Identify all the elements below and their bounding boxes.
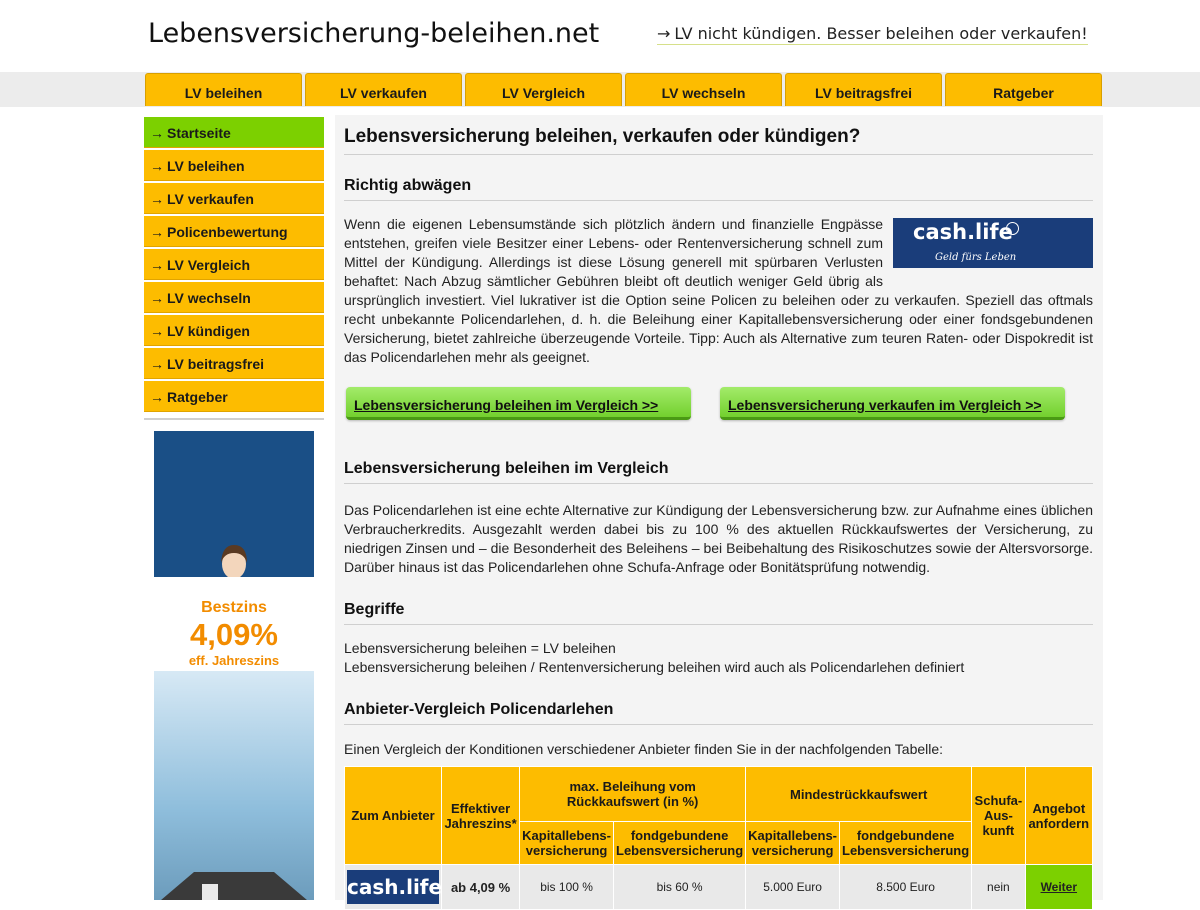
- offer-link[interactable]: Weiter: [1026, 865, 1092, 909]
- sidebar-item-policenbewertung[interactable]: [144, 216, 324, 249]
- sidebar: [144, 117, 324, 420]
- topnav-tab-lv-verkaufen[interactable]: LV verkaufen: [305, 73, 462, 106]
- arrow-right-icon: →: [150, 323, 164, 339]
- column-header: max. Beleihung vom Rückkaufswert (in %): [520, 767, 745, 821]
- sidebar-item-lv-verkaufen[interactable]: [144, 183, 324, 216]
- column-header: Kapitallebens-versicherung: [520, 822, 613, 864]
- column-header: fondgebundene Lebensversicherung: [840, 822, 971, 864]
- section-title-richtig-abwaegen: Richtig abwägen: [344, 177, 1093, 201]
- table-cell: bis 100 %: [520, 865, 613, 909]
- compare-beleihen-button[interactable]: Lebensversicherung beleihen im Vergleich >>: [346, 387, 691, 420]
- sidebar-item-lv-kuendigen[interactable]: [144, 315, 324, 348]
- tagline-link[interactable]: [657, 24, 1088, 45]
- arrow-right-icon: →: [657, 24, 671, 43]
- column-header: Mindestrückkaufswert: [746, 767, 971, 821]
- table-cell: nein: [972, 865, 1024, 909]
- beleihen-paragraph: Das Policendarlehen ist eine echte Alternative zur Kündigung der Lebensversicherung bzw. zur Aufnahme eines üblichen Verbraucherkredits. Ausgezahlt werden dabei bis zu 100 % des aktuellen Rückkaufswertes der Versicherung, zu niedrigen Zinsen und – die Besonderheit des Beleihens – bei Beibehaltung des Risikoschutzes sowie der Altersvorsorge. Darüber hinaus ist das Policendarlehen ohne Schufa-Anfrage oder Bonitätsprüfung notwendig.: [344, 502, 1093, 575]
- compare-verkaufen-button[interactable]: Lebensversicherung verkaufen im Vergleich >>: [720, 387, 1065, 420]
- ad-headline: Bestzins: [201, 599, 267, 616]
- column-header: Angebot anfordern: [1026, 767, 1092, 864]
- sidebar-item-lv-vergleich[interactable]: [144, 249, 324, 282]
- definition-line: Lebensversicherung beleihen = LV beleihen: [344, 640, 616, 656]
- table-cell: 5.000 Euro: [746, 865, 839, 909]
- sidebar-item-label: Ratgeber: [167, 389, 228, 405]
- topnav-tab-lv-beitragsfrei[interactable]: LV beitragsfrei: [785, 73, 942, 106]
- table-intro: Einen Vergleich der Konditionen verschiedener Anbieter finden Sie in der nachfolgenden Tabelle:: [344, 741, 944, 757]
- column-header: Schufa-Aus-kunft: [972, 767, 1024, 864]
- topnav-tab-ratgeber[interactable]: Ratgeber: [945, 73, 1102, 106]
- column-header: Effektiver Jahreszins*: [442, 767, 519, 864]
- house-roof-illustration: [154, 866, 314, 900]
- column-header: fondgebundene Lebensversicherung: [614, 822, 745, 864]
- section-title-begriffe: Begriffe: [344, 601, 1093, 625]
- sidebar-item-label: LV kündigen: [167, 323, 250, 339]
- sidebar-item-lv-wechseln[interactable]: [144, 282, 324, 315]
- arrow-right-icon: →: [150, 389, 164, 405]
- arrow-right-icon: →: [150, 290, 164, 306]
- section-title-anbieter-vergleich: Anbieter-Vergleich Policendarlehen: [344, 701, 1093, 725]
- ad-rate: 4,09%: [190, 617, 278, 652]
- arrow-right-icon: →: [150, 158, 164, 174]
- arrow-right-icon: →: [150, 125, 164, 141]
- cashlife-logo: cash.life: [347, 870, 439, 904]
- arrow-right-icon: →: [150, 257, 164, 273]
- arrow-right-icon: →: [150, 356, 164, 372]
- topnav-tab-lv-wechseln[interactable]: LV wechseln: [625, 73, 782, 106]
- sidebar-item-startseite[interactable]: [144, 117, 324, 150]
- table-cell: bis 60 %: [614, 865, 745, 909]
- column-header: Kapitallebens-versicherung: [746, 822, 839, 864]
- column-header: Zum Anbieter: [345, 767, 441, 864]
- tagline-text: LV nicht kündigen. Besser beleihen oder verkaufen!: [674, 24, 1088, 43]
- sidebar-item-lv-beitragsfrei[interactable]: [144, 348, 324, 381]
- site-title[interactable]: Lebensversicherung-beleihen.net: [148, 18, 600, 49]
- table-cell: 8.500 Euro: [840, 865, 971, 909]
- sidebar-item-label: LV beitragsfrei: [167, 356, 264, 372]
- intro-text: Wenn die eigenen Lebensumstände sich plötzlich ändern und finanzielle Engpässe entstehen, greifen viele Besitzer einer Lebens- oder Rentenversicherung schnell zum Mittel der Kündigung. Allerdings ist diese Lösung generell mit spürbaren Verlusten behaftet: Nach Abzug sämtlicher Gebühren bleibt oft deutlich weniger Geld übrig als ursprünglich investiert. Viel lukrativer ist die Option seine Policen zu beleihen oder zu verkaufen. Speziell das oftmals recht unbekannte Policendarlehen, d. h. die Beleihung einer Kapitallebensversicherung oder einer fondsgebundenen Versicherung, bietet zahlreiche überzeugende Vorteile. Tipp: Auch als Alternative zum teuren Raten- oder Dispokredit ist das Policendarlehen mehr als geeignet.: [344, 216, 1093, 365]
- sidebar-item-label: LV beleihen: [167, 158, 245, 174]
- sidebar-ad-banner[interactable]: [154, 431, 314, 900]
- cashlife-logo-text: cash.life: [913, 220, 1013, 244]
- cashlife-logo[interactable]: [893, 218, 1093, 268]
- provider-comparison-table: [344, 766, 1093, 910]
- rate-cell: ab 4,09 %: [442, 865, 519, 909]
- sidebar-item-label: Startseite: [167, 125, 231, 141]
- sidebar-item-label: LV verkaufen: [167, 191, 254, 207]
- sidebar-item-label: LV wechseln: [167, 290, 251, 306]
- sidebar-item-lv-beleihen[interactable]: [144, 150, 324, 183]
- cashlife-logo-slogan: Geld fürs Leben: [935, 252, 1017, 263]
- main-content: [335, 115, 1103, 900]
- sidebar-item-label: LV Vergleich: [167, 257, 250, 273]
- provider-logo-cell[interactable]: [345, 865, 441, 909]
- top-navigation: [145, 73, 1103, 106]
- section-title-beleihen-vergleich: Lebensversicherung beleihen im Vergleich: [344, 460, 1093, 484]
- sidebar-item-ratgeber[interactable]: [144, 381, 324, 414]
- sidebar-divider: [144, 418, 324, 420]
- arrow-right-icon: →: [150, 191, 164, 207]
- page-title: Lebensversicherung beleihen, verkaufen oder kündigen?: [344, 126, 1093, 155]
- definition-line: Lebensversicherung beleihen / Rentenversicherung beleihen wird auch als Policendarlehen definiert: [344, 659, 965, 675]
- topnav-tab-lv-beleihen[interactable]: LV beleihen: [145, 73, 302, 106]
- sidebar-item-label: Policenbewertung: [167, 224, 288, 240]
- badge-icon: [1006, 222, 1019, 235]
- topnav-tab-lv-vergleich[interactable]: LV Vergleich: [465, 73, 622, 106]
- intro-paragraph: [344, 215, 1093, 367]
- arrow-right-icon: →: [150, 224, 164, 240]
- table-row: [345, 865, 1092, 909]
- ad-rate-label: eff. Jahreszins: [188, 653, 280, 668]
